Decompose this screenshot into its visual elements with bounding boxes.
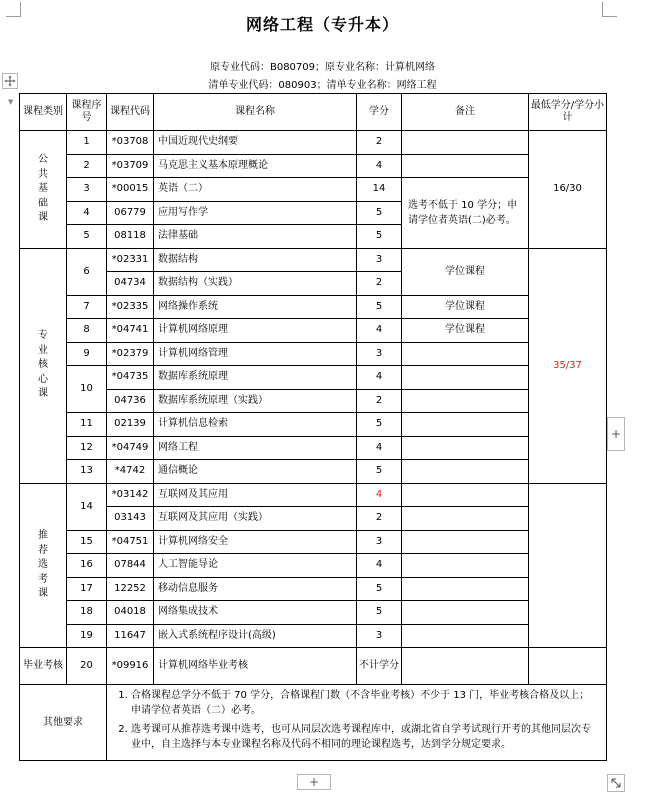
- cell-seq: 16: [67, 554, 107, 578]
- cell-code: 04018: [107, 601, 154, 625]
- table-row: [20, 319, 607, 343]
- cell-code: 07844: [107, 554, 154, 578]
- cell-code: *00015: [107, 178, 154, 202]
- table-row: [20, 554, 607, 578]
- cell-code: 03143: [107, 507, 154, 531]
- table-row: [20, 601, 607, 625]
- cell-name: 网络工程: [154, 436, 357, 460]
- table-row: [20, 530, 607, 554]
- group-other: 其他要求: [20, 685, 107, 761]
- cell-seq: 12: [67, 436, 107, 460]
- group-public: 公 共 基 础 课: [20, 131, 67, 249]
- cell-credit: 3: [357, 248, 402, 272]
- table-row: [20, 295, 607, 319]
- cell-name: 计算机网络安全: [154, 530, 357, 554]
- cell-seq: 7: [67, 295, 107, 319]
- table-row: [20, 389, 607, 413]
- table-row: [20, 436, 607, 460]
- cell-credit: 3: [357, 530, 402, 554]
- cell-credit: 2: [357, 131, 402, 155]
- cell-code: *04749: [107, 436, 154, 460]
- cell-min: [529, 648, 607, 685]
- cell-code: *03709: [107, 154, 154, 178]
- cell-code: 06779: [107, 201, 154, 225]
- cell-credit: 2: [357, 389, 402, 413]
- cell-code: *02335: [107, 295, 154, 319]
- table-row: [20, 154, 607, 178]
- cell-credit: 2: [357, 272, 402, 296]
- cell-credit: 4: [357, 436, 402, 460]
- header-credit: 学分: [357, 94, 402, 131]
- cell-name: 网络操作系统: [154, 295, 357, 319]
- cell-seq: 4: [67, 201, 107, 225]
- table-resize-handle[interactable]: [607, 774, 625, 792]
- table-row: [20, 577, 607, 601]
- cell-note: [402, 154, 529, 178]
- cell-credit: 5: [357, 225, 402, 249]
- cell-credit: 4: [357, 154, 402, 178]
- cell-seq: 18: [67, 601, 107, 625]
- cell-code: 04734: [107, 272, 154, 296]
- cell-name: 互联网及其应用（实践）: [154, 507, 357, 531]
- plus-icon: +: [308, 775, 320, 789]
- cell-code: 08118: [107, 225, 154, 249]
- cell-credit: 2: [357, 507, 402, 531]
- public-note: 选考不低于 10 学分；申请学位者英语(二)必考。: [402, 178, 529, 249]
- cell-seq: 1: [67, 131, 107, 155]
- cell-code: 11647: [107, 624, 154, 648]
- cell-note: [402, 131, 529, 155]
- cell-note-degree: 学位课程: [402, 248, 529, 295]
- cell-code: *02379: [107, 342, 154, 366]
- cell-credit: 14: [357, 178, 402, 202]
- cell-seq: 19: [67, 624, 107, 648]
- cell-seq: 9: [67, 342, 107, 366]
- cell-seq: 8: [67, 319, 107, 343]
- cell-credit: 5: [357, 601, 402, 625]
- table-row: [20, 366, 607, 390]
- cell-credit: 4: [357, 483, 402, 507]
- cell-note: [402, 648, 529, 685]
- group-graduation: 毕业考核: [20, 648, 67, 685]
- cell-credit: 5: [357, 460, 402, 484]
- cell-note-degree: 学位课程: [402, 295, 529, 319]
- table-row: [20, 178, 607, 202]
- cell-name: 马克思主义基本原理概论: [154, 154, 357, 178]
- cell-name: 计算机网络管理: [154, 342, 357, 366]
- cell-code: *04751: [107, 530, 154, 554]
- cell-name: 数据结构: [154, 248, 357, 272]
- subtitle-original-major: 原专业代码：B080709；原专业名称：计算机网络: [209, 62, 436, 73]
- cell-seq: 17: [67, 577, 107, 601]
- cell-name: 数据库系统原理: [154, 366, 357, 390]
- cell-note: [402, 389, 529, 413]
- resize-diagonal-icon: [610, 777, 622, 789]
- cell-name: 通信概论: [154, 460, 357, 484]
- table-row: [20, 685, 607, 761]
- cell-credit: 3: [357, 624, 402, 648]
- cell-note: [402, 366, 529, 390]
- table-row: [20, 248, 607, 272]
- table-row: [20, 131, 607, 155]
- cell-credit: 4: [357, 366, 402, 390]
- table-row: [20, 413, 607, 437]
- add-column-button[interactable]: [607, 417, 625, 451]
- cell-seq: 5: [67, 225, 107, 249]
- header-category: 课程类别: [20, 94, 67, 131]
- cell-code: *04741: [107, 319, 154, 343]
- cell-credit: 5: [357, 295, 402, 319]
- cell-credit: 5: [357, 201, 402, 225]
- table-row: [20, 648, 607, 685]
- cell-name: 嵌入式系统程序设计(高级): [154, 624, 357, 648]
- cell-name: 法律基础: [154, 225, 357, 249]
- table-header-row: [20, 94, 607, 131]
- cell-name: 网络集成技术: [154, 601, 357, 625]
- group-major: 专 业 核 心 课: [20, 248, 67, 483]
- cell-seq: 15: [67, 530, 107, 554]
- cell-seq: 11: [67, 413, 107, 437]
- plus-icon: +: [610, 427, 622, 441]
- cell-note: [402, 577, 529, 601]
- table-row: [20, 624, 607, 648]
- cell-code: 12252: [107, 577, 154, 601]
- cell-credit: 不计学分: [357, 648, 402, 685]
- cell-note: [402, 601, 529, 625]
- cell-note: [402, 507, 529, 531]
- cell-seq: 10: [67, 366, 107, 413]
- cell-code: *4742: [107, 460, 154, 484]
- requirement-item: 2. 选考课可从推荐选考课中选考，也可从同层次选考课程库中，或湖北省自学考试现行开考的其他同层次专业中，自主选择与本专业课程名称及代码不相同的理论课程选考，达到学分规定要求。: [131, 722, 598, 752]
- cell-code: *03708: [107, 131, 154, 155]
- cell-name: 应用写作学: [154, 201, 357, 225]
- cell-seq: 2: [67, 154, 107, 178]
- subtitle-list-major: 清单专业代码：080903；清单专业名称：网络工程: [208, 80, 437, 91]
- cell-name: 中国近现代史纲要: [154, 131, 357, 155]
- header-min-credit: 最低学分/学分小计: [529, 94, 607, 131]
- cell-name: 计算机网络毕业考核: [154, 648, 357, 685]
- cell-note: [402, 483, 529, 507]
- group-elective: 推 荐 选 考 课: [20, 483, 67, 648]
- cell-note-degree: 学位课程: [402, 319, 529, 343]
- table-row: [20, 507, 607, 531]
- cell-seq: 20: [67, 648, 107, 685]
- cell-code: *04735: [107, 366, 154, 390]
- header-name: 课程名称: [154, 94, 357, 131]
- cell-credit: 5: [357, 577, 402, 601]
- cell-code: 04736: [107, 389, 154, 413]
- cell-name: 移动信息服务: [154, 577, 357, 601]
- cell-name: 数据结构（实践）: [154, 272, 357, 296]
- cell-credit: 4: [357, 319, 402, 343]
- cell-note: [402, 436, 529, 460]
- other-requirements: [107, 685, 607, 761]
- header-seq: 课程序号: [67, 94, 107, 131]
- dropdown-arrow-icon: ▼: [8, 98, 14, 106]
- cell-note: [402, 342, 529, 366]
- cell-name: 英语（二）: [154, 178, 357, 202]
- cell-credit: 3: [357, 342, 402, 366]
- requirement-item: 1. 合格课程总学分不低于 70 学分，合格课程门数（不含毕业考核）不少于 13 门，毕业考核合格及以上；申请学位者英语（二）必考。: [131, 688, 598, 718]
- cell-code: *03142: [107, 483, 154, 507]
- elective-min-credit: [529, 483, 607, 648]
- cell-code: *09916: [107, 648, 154, 685]
- add-row-button[interactable]: [297, 774, 331, 790]
- move-cross-icon: [4, 75, 16, 87]
- table-row: [20, 342, 607, 366]
- cell-name: 互联网及其应用: [154, 483, 357, 507]
- table-row: [20, 460, 607, 484]
- cell-name: 人工智能导论: [154, 554, 357, 578]
- cell-code: 02139: [107, 413, 154, 437]
- cell-note: [402, 530, 529, 554]
- cell-note: [402, 624, 529, 648]
- cell-seq: 6: [67, 248, 107, 295]
- major-min-credit: 35/37: [529, 248, 607, 483]
- public-min-credit: 16/30: [529, 131, 607, 249]
- cell-credit: 5: [357, 413, 402, 437]
- cell-name: 数据库系统原理（实践）: [154, 389, 357, 413]
- cell-seq: 14: [67, 483, 107, 530]
- cell-note: [402, 460, 529, 484]
- cell-name: 计算机信息检索: [154, 413, 357, 437]
- table-row: [20, 483, 607, 507]
- cell-seq: 13: [67, 460, 107, 484]
- cell-seq: 3: [67, 178, 107, 202]
- document-title: 网络工程（专升本）: [245, 15, 399, 34]
- header-note: 备注: [402, 94, 529, 131]
- cell-note: [402, 554, 529, 578]
- cell-credit: 4: [357, 554, 402, 578]
- course-table: [19, 93, 607, 761]
- cell-code: *02331: [107, 248, 154, 272]
- header-code: 课程代码: [107, 94, 154, 131]
- cell-name: 计算机网络原理: [154, 319, 357, 343]
- table-move-handle[interactable]: [2, 73, 18, 89]
- cell-note: [402, 413, 529, 437]
